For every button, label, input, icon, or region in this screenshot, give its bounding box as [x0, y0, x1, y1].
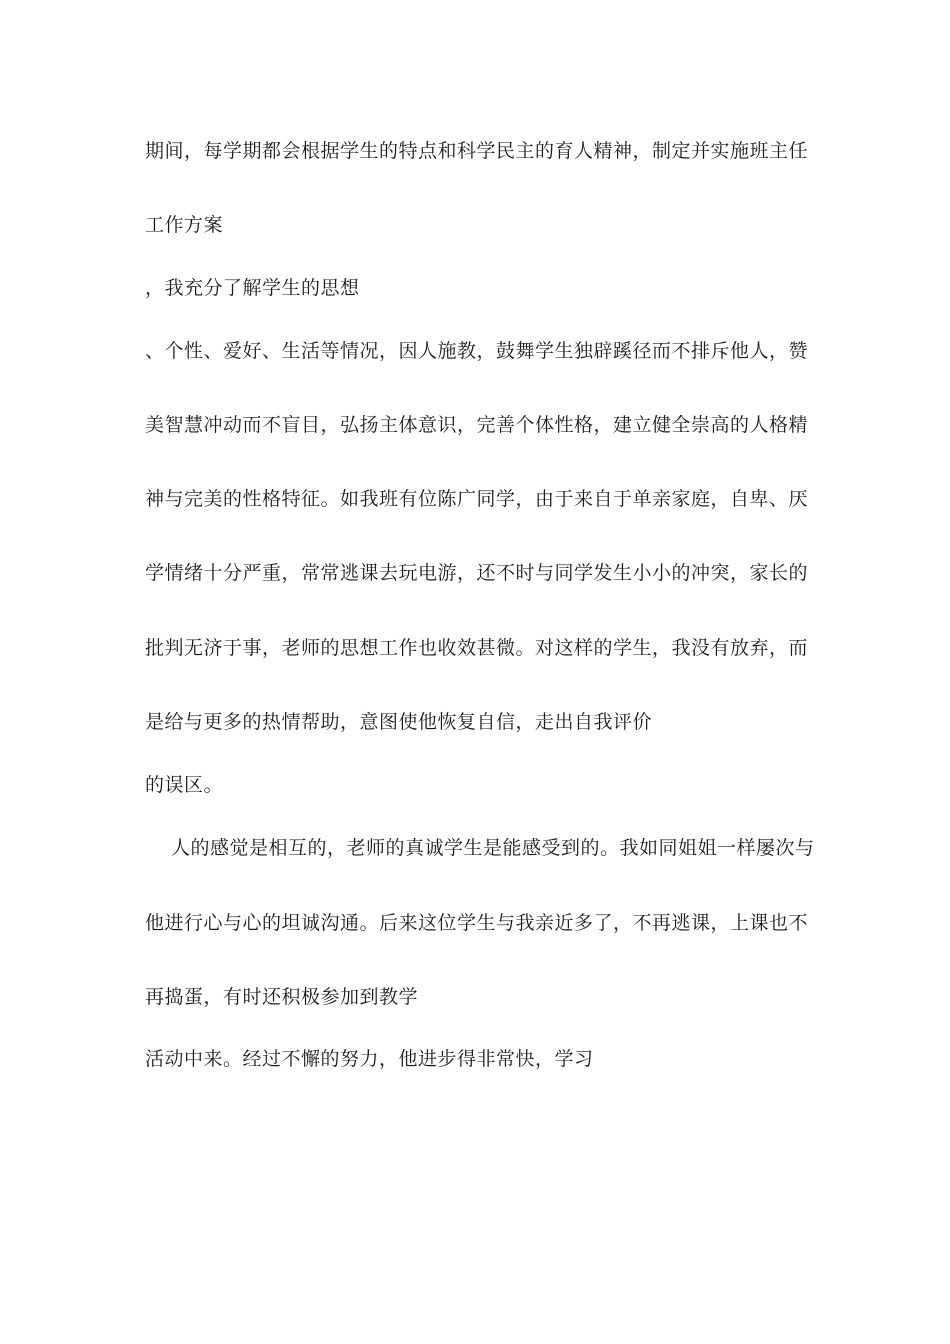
- text-line: 的误区。: [145, 774, 224, 796]
- text-line: 美智慧冲动而不盲目，弘扬主体意识，完善个体性格，建立健全崇高的人格精: [145, 414, 809, 436]
- text-line: 他进行心与心的坦诚沟通。后来这位学生与我亲近多了，不再逃课，上课也不: [145, 912, 809, 934]
- text-line: 、个性、爱好、生活等情况，因人施教，鼓舞学生独辟蹊径而不排斥他人，赞: [145, 340, 809, 362]
- text-line: 批判无济于事，老师的思想工作也收效甚微。对这样的学生，我没有放弃，而: [145, 637, 809, 659]
- text-line: 期间，每学期都会根据学生的特点和科学民主的育人精神，制定并实施班主任: [145, 140, 809, 162]
- text-line: 学情绪十分严重，常常逃课去玩电游，还不时与同学发生小小的冲突，家长的: [145, 562, 809, 584]
- text-line: 工作方案: [145, 214, 224, 236]
- text-line: 活动中来。经过不懈的努力，他进步得非常快，学习: [145, 1048, 594, 1070]
- text-line: ，我充分了解学生的思想: [145, 277, 360, 299]
- text-line: 是给与更多的热情帮助，意图使他恢复自信，走出自我评价: [145, 711, 653, 733]
- paragraph-first-line: 人的感觉是相互的，老师的真诚学生是能感受到的。我如同姐姐一样屡次与: [171, 837, 815, 859]
- text-line: 神与完美的性格特征。如我班有位陈广同学，由于来自于单亲家庭，自卑、厌: [145, 488, 809, 510]
- text-line: 再捣蛋，有时还积极参加到教学: [145, 986, 419, 1008]
